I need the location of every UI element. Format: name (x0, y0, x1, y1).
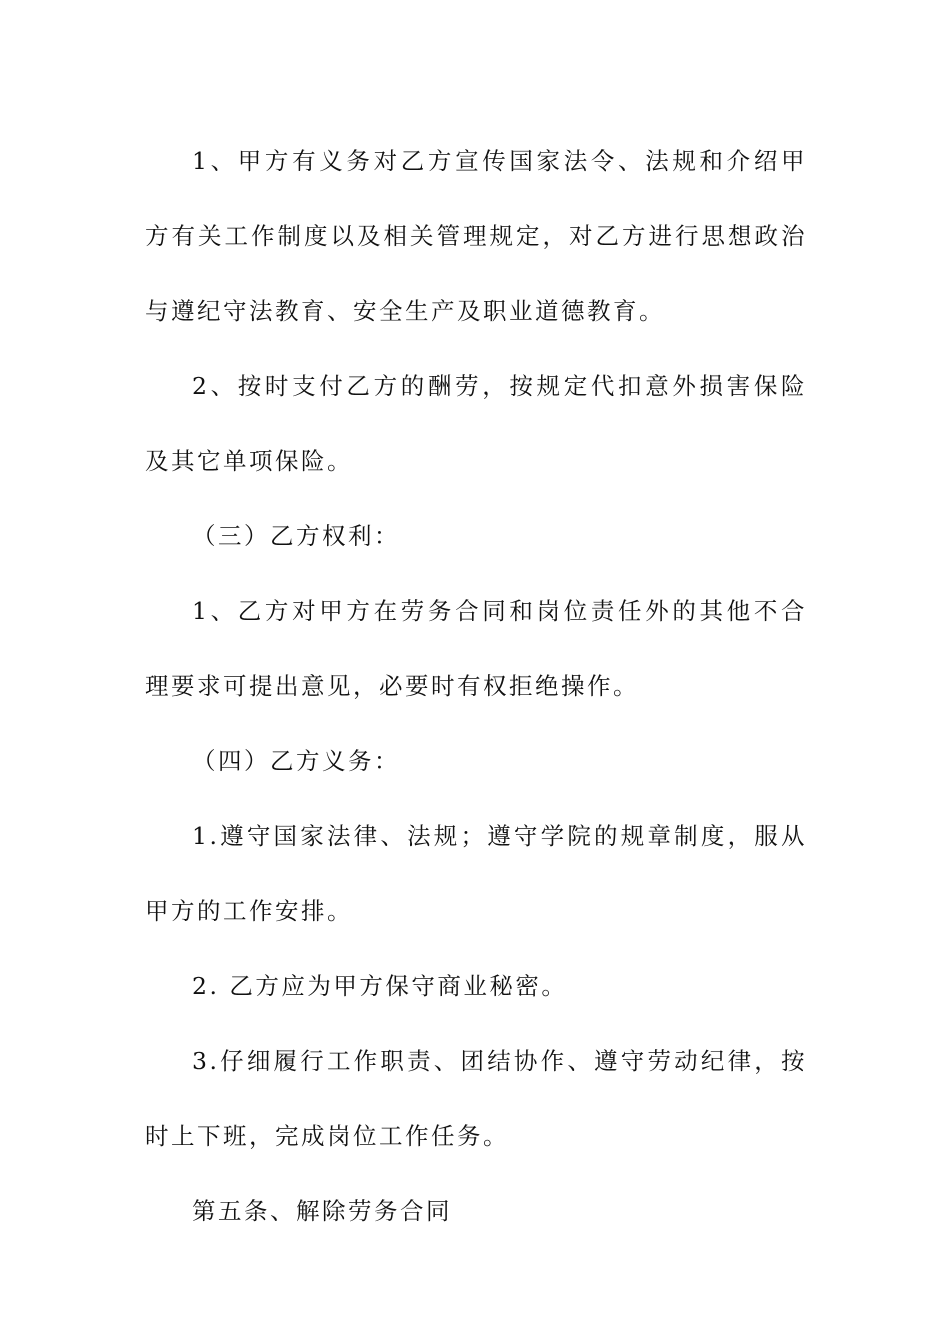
document-body (145, 124, 807, 1249)
paragraph-party-b-duty-2: 2. 乙方应为甲方保守商业秘密。 (192, 972, 568, 1000)
heading-party-b-duties: （四）乙方义务： (192, 747, 400, 775)
paragraph-party-b-duty-3: 3.仔细履行工作职责、团结协作、遵守劳动纪律，按时上下班，完成岗位工作任务。 (145, 1047, 807, 1150)
paragraph-party-b-duty-1: 1.遵守国家法律、法规；遵守学院的规章制度，服从甲方的工作安排。 (145, 822, 807, 925)
paragraph-party-b-right-1: 1、乙方对甲方在劳务合同和岗位责任外的其他不合理要求可提出意见，必要时有权拒绝操作。 (145, 597, 807, 700)
paragraph-party-a-duty-2: 2、按时支付乙方的酬劳，按规定代扣意外损害保险及其它单项保险。 (145, 372, 807, 475)
heading-party-b-rights: （三）乙方权利： (192, 522, 400, 550)
heading-article-five: 第五条、解除劳务合同 (192, 1197, 452, 1225)
paragraph-party-a-duty-1: 1、甲方有义务对乙方宣传国家法令、法规和介绍甲方有关工作制度以及相关管理规定，对乙方进行思想政治与遵纪守法教育、安全生产及职业道德教育。 (145, 147, 807, 325)
